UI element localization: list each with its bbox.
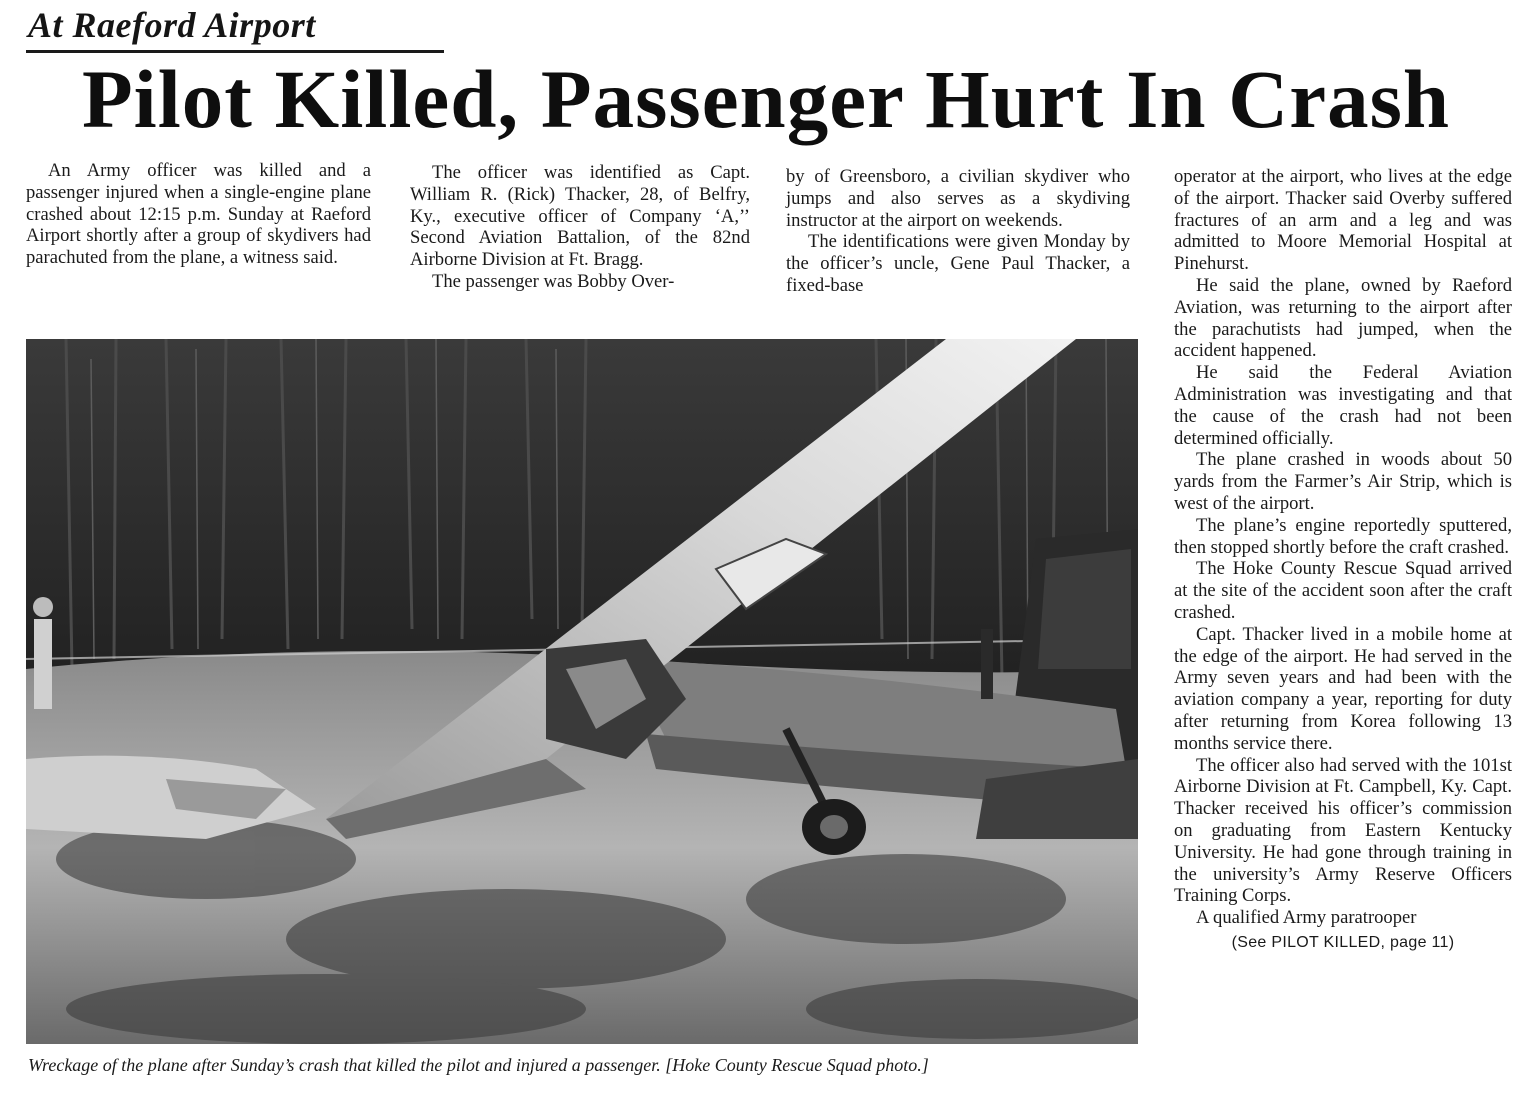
jump-line: (See PILOT KILLED, page 11) xyxy=(1231,933,1455,951)
paragraph: The Hoke County Rescue Squad arrived at the site of the accident soon after the craft crashed. xyxy=(1174,558,1512,623)
kicker: At Raeford Airport xyxy=(28,5,316,45)
paragraph: The officer also had served with the 101st Airborne Division at Ft. Campbell, Ky. Capt. Thacker received his officer’s commission on graduating from Eastern Kentucky University. He had gone through training in the university’s Army Reserve Officers Training Corps. xyxy=(1174,754,1512,907)
article-column-2 xyxy=(410,162,750,293)
paragraph: He said the Federal Aviation Administration was investigating and that the cause of the crash had not been determined officially. xyxy=(1174,362,1512,449)
article-column-1 xyxy=(26,160,371,269)
paragraph: operator at the airport, who lives at the edge of the airport. Thacker said Overby suffered fractures of an arm and a leg and was admitted to Moore Memorial Hospital at Pinehurst. xyxy=(1174,166,1512,275)
paragraph: A qualified Army paratrooper xyxy=(1196,907,1417,929)
paragraph: The plane crashed in woods about 50 yards from the Farmer’s Air Strip, which is west of the airport. xyxy=(1174,449,1512,514)
photo-caption: Wreckage of the plane after Sunday’s crash that killed the pilot and injured a passenger. [Hoke County Rescue Squad photo.] xyxy=(28,1055,929,1075)
paragraph: He said the plane, owned by Raeford Aviation, was returning to the airport after the parachutists had jumped, when the accident happened. xyxy=(1174,274,1512,362)
headline: Pilot Killed, Passenger Hurt In Crash xyxy=(81,53,1451,145)
paragraph: Capt. Thacker lived in a mobile home at the edge of the airport. He had served in the Army seven years and had been with the aviation company a year, reporting for duty after returning from Korea following 13 months service there. xyxy=(1174,623,1512,754)
paragraph: An Army officer was killed and a passenger injured when a single-engine plane crashed about 12:15 p.m. Sunday at Raeford Airport shortly after a group of skydivers had parachuted from the plane, a witness said. xyxy=(26,160,371,269)
article-column-3 xyxy=(786,166,1130,297)
article-column-4 xyxy=(1174,166,1512,954)
crash-photo xyxy=(26,339,1138,1044)
wreckage-image xyxy=(26,339,1138,1044)
paragraph: The passenger was Bobby Over- xyxy=(432,270,675,292)
paragraph: The identifications were given Monday by the officer’s uncle, Gene Paul Thacker, a fixed-base xyxy=(786,231,1130,296)
paragraph: by of Greensboro, a civilian skydiver who jumps and also serves as a skydiving instructor at the airport on weekends. xyxy=(786,166,1130,231)
paragraph: The plane’s engine reportedly sputtered, then stopped shortly before the craft crashed. xyxy=(1174,514,1512,558)
paragraph: The officer was identified as Capt. William R. (Rick) Thacker, 28, of Belfry, Ky., executive officer of Company ‘A,’’ Second Aviation Battalion, of the 82nd Airborne Division at Ft. Bragg. xyxy=(410,162,750,271)
